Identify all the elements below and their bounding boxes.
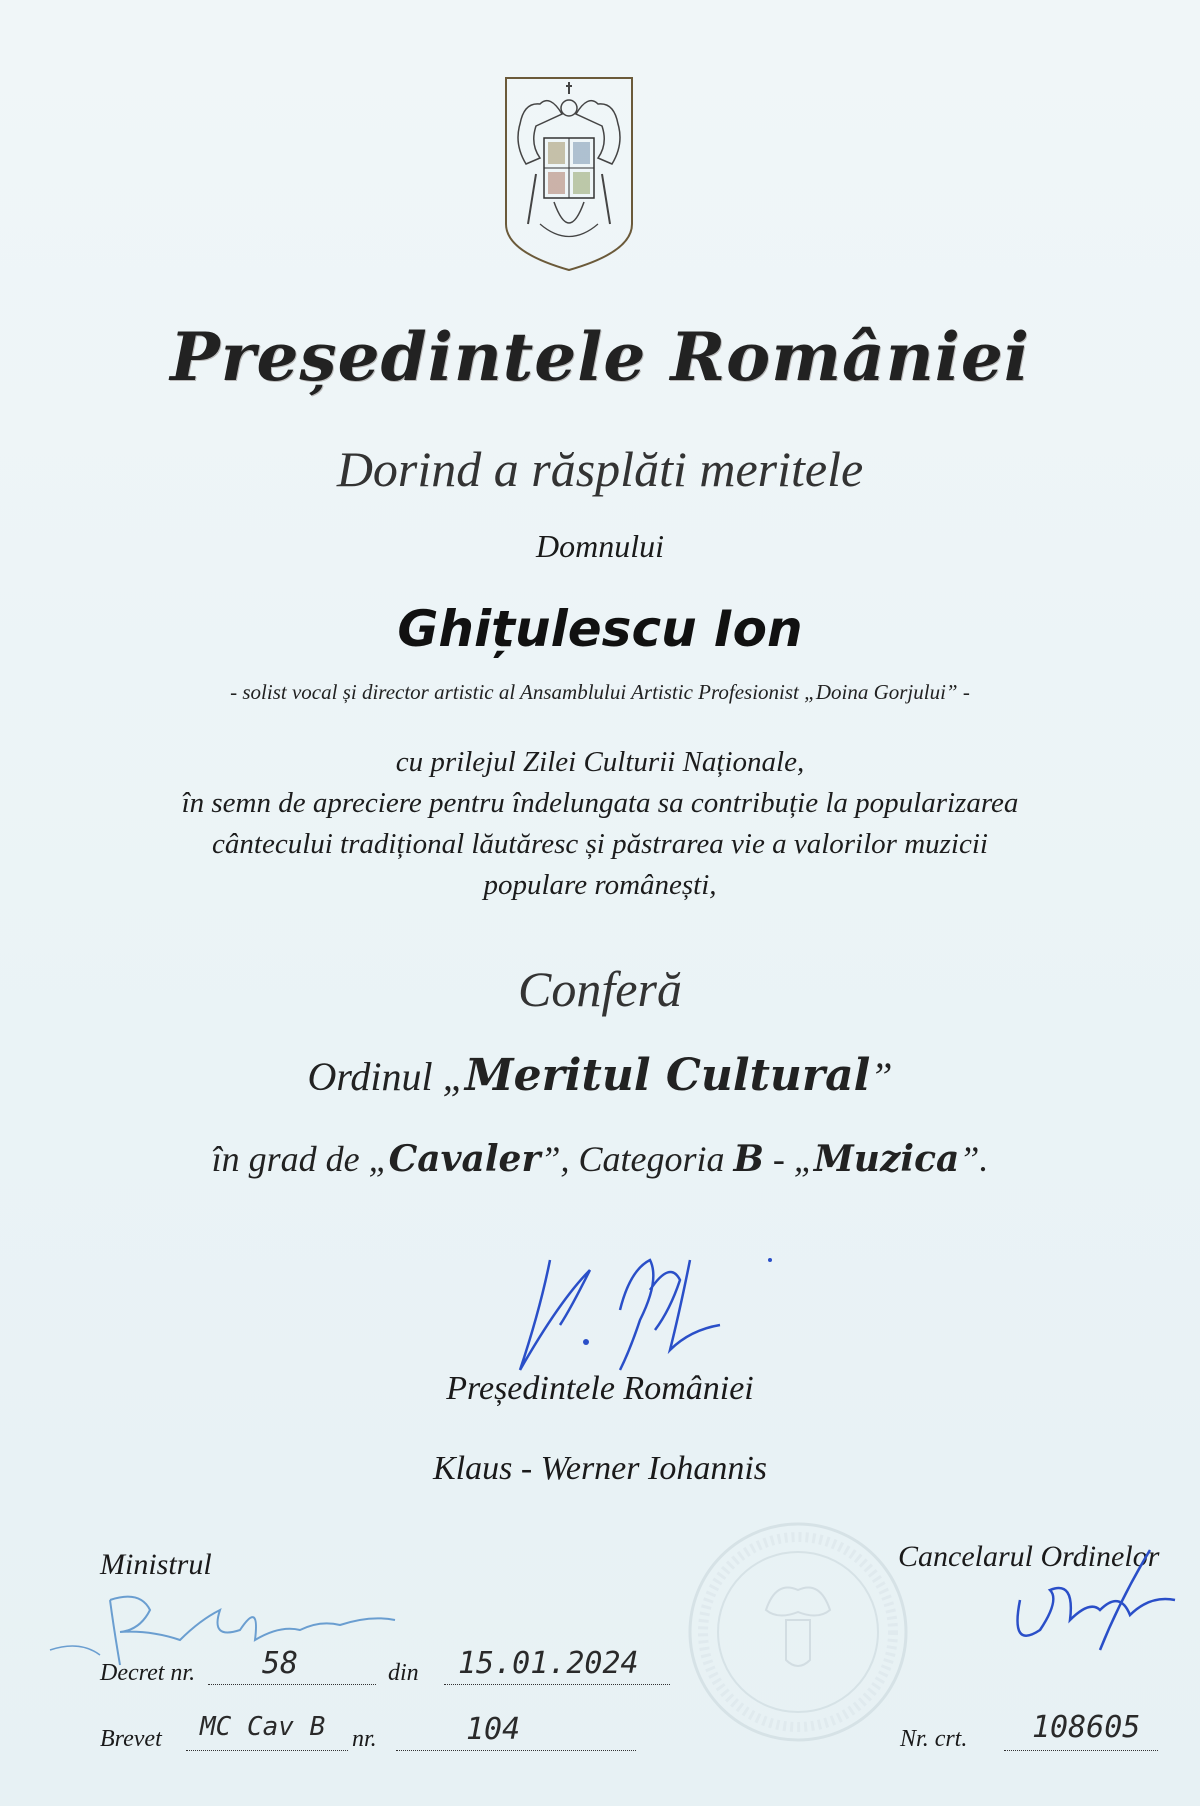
citation-text <box>0 742 1200 906</box>
category-sep: - „ <box>763 1139 814 1179</box>
brevet-number-line <box>396 1750 636 1751</box>
grade-name: Cavaler <box>388 1138 541 1180</box>
order-suffix: ” <box>870 1054 893 1099</box>
order-name: Meritul Cultural <box>464 1050 871 1101</box>
order-prefix: Ordinul „ <box>307 1054 465 1099</box>
brevet-label: Brevet <box>100 1726 162 1752</box>
category-name: Muzica <box>813 1138 960 1180</box>
grade-line <box>0 1138 1200 1180</box>
minister-signature <box>40 1570 400 1680</box>
crt-number: 108605 <box>1032 1710 1141 1745</box>
recipient-name: Ghițulescu Ion <box>397 600 803 658</box>
embossed-seal <box>686 1520 910 1744</box>
recipient-role: - solist vocal și director artistic al Ansamblului Artistic Profesionist „Doina Gorjului” - <box>230 680 970 704</box>
issuer-title: Președintele României <box>170 318 1030 396</box>
brevet-nr-label: nr. <box>352 1726 377 1752</box>
decree-date-line <box>444 1684 670 1685</box>
preamble-text: Dorind a răsplăti meritele <box>336 441 864 497</box>
citation-line: cu prilejul Zilei Culturii Naționale, <box>395 746 805 778</box>
decree-date: 15.01.2024 <box>458 1646 639 1681</box>
decree-number: 58 <box>262 1646 299 1681</box>
coat-of-arms-emblem <box>500 74 638 274</box>
chancellor-label: Cancelarul Ordinelor <box>898 1540 1160 1573</box>
grade-prefix: în grad de „ <box>211 1139 389 1179</box>
recipient-honorific: Domnului <box>536 528 664 564</box>
signatory-title: Președintele României <box>446 1370 754 1407</box>
brevet-number: 104 <box>466 1712 521 1747</box>
minister-label: Ministrul <box>100 1548 212 1581</box>
citation-line: populare românești, <box>483 869 717 901</box>
decree-number-line <box>208 1684 376 1685</box>
citation-line: în semn de apreciere pentru îndelungata sa contribuție la popularizarea <box>181 787 1019 819</box>
grade-mid: ”, Categoria <box>540 1139 734 1179</box>
confers-heading: Conferă <box>518 961 682 1017</box>
crt-label: Nr. crt. <box>900 1726 968 1752</box>
citation-line: cântecului tradițional lăutăresc și păstrarea vie a valorilor muzicii <box>212 828 988 860</box>
decree-label: Decret nr. <box>100 1660 196 1686</box>
date-label: din <box>388 1660 419 1686</box>
order-line <box>0 1050 1200 1101</box>
chancellor-signature <box>980 1540 1180 1670</box>
brevet-series: MC Cav B <box>200 1712 326 1742</box>
president-signature <box>480 1230 800 1380</box>
brevet-series-line <box>186 1750 348 1751</box>
category-letter: B <box>733 1138 764 1180</box>
crt-number-line <box>1004 1750 1158 1751</box>
signatory-name: Klaus - Werner Iohannis <box>432 1450 768 1487</box>
category-end: ”. <box>959 1139 989 1179</box>
